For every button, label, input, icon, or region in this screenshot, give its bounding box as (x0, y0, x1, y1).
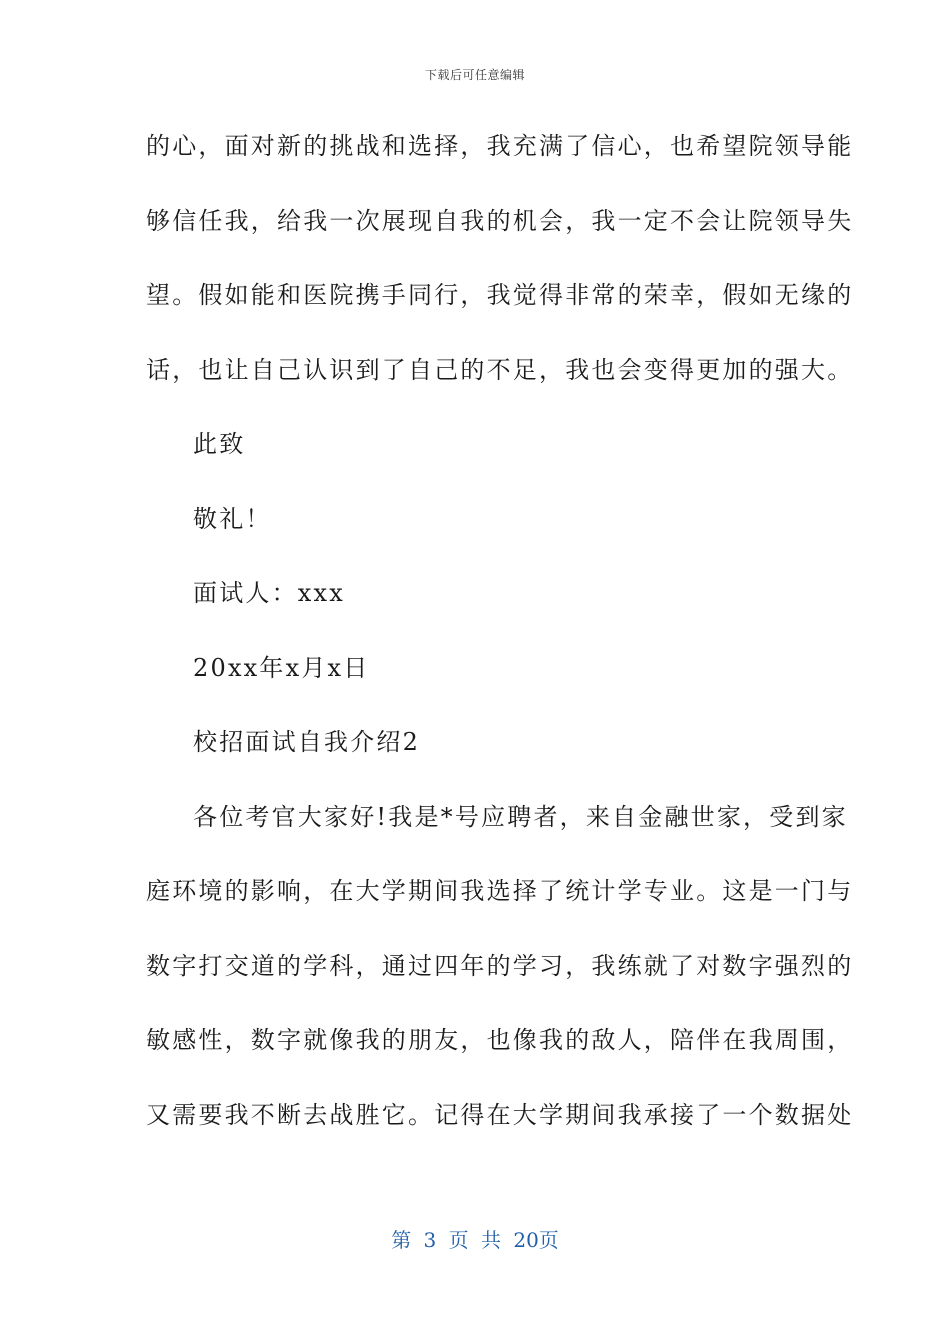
paragraph-line: 望。假如能和医院携手同行，我觉得非常的荣幸，假如无缘的 (146, 281, 854, 309)
paragraph-line: 庭环境的影响，在大学期间我选择了统计学专业。这是一门与 (146, 877, 854, 905)
page-number-footer: 第 3 页 共 20页 (391, 1228, 559, 1252)
signature-date: 20xx年x月x日 (193, 653, 370, 682)
paragraph-line: 数字打交道的学科，通过四年的学习，我练就了对数字强烈的 (146, 951, 854, 980)
paragraph-line: 敏感性，数字就像我的朋友，也像我的敌人，陪伴在我周围， (146, 1026, 854, 1054)
signature-interviewee: 面试人：xxx (193, 579, 346, 607)
section-heading: 校招面试自我介绍2 (193, 728, 421, 756)
body-text (146, 122, 854, 1165)
paragraph-line: 各位考官大家好!我是*号应聘者，来自金融世家，受到家 (193, 802, 848, 831)
paragraph-line: 的心，面对新的挑战和选择，我充满了信心，也希望院领导能 (146, 132, 854, 160)
closing-regards: 敬礼！ (193, 504, 272, 533)
paragraph-line: 够信任我，给我一次展现自我的机会，我一定不会让院领导失 (146, 206, 854, 235)
closing-salutation: 此致 (193, 430, 246, 458)
header-note: 下载后可任意编辑 (424, 68, 525, 82)
paragraph-line: 话，也让自己认识到了自己的不足，我也会变得更加的强大。 (146, 355, 854, 384)
paragraph-line: 又需要我不断去战胜它。记得在大学期间我承接了一个数据处 (146, 1100, 854, 1129)
